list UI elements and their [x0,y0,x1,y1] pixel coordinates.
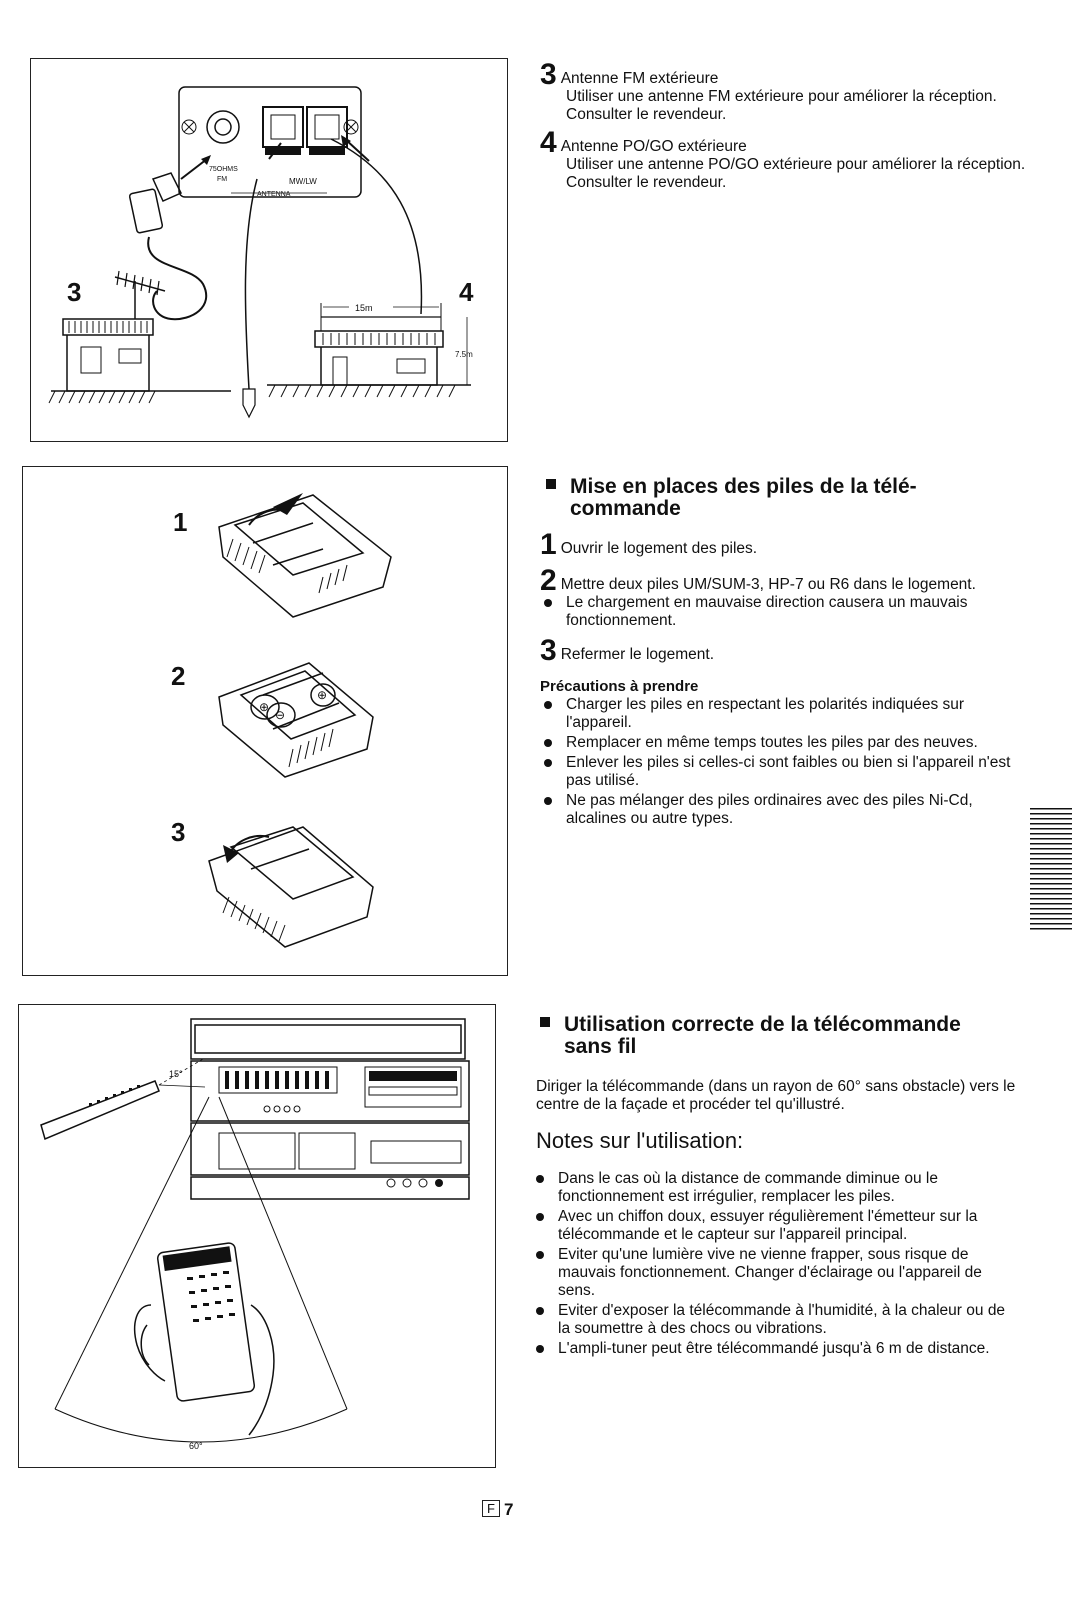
language-box: F [482,1500,500,1517]
step-number: 3 [540,634,557,667]
item-body: Utiliser une antenne FM extérieure pour améliorer la réception. Consulter le revendeur. [566,88,997,123]
svg-text:⊕: ⊕ [259,700,270,714]
heading-line-1: Utilisation correcte de la télécommande [564,1013,961,1036]
angle-60-label: 60° [189,1441,203,1451]
antenna-label: ANTENNA [257,191,291,198]
precautions-list [540,696,1030,828]
item-mwlw-antenna [540,126,1040,192]
remote-usage-diagram [19,1005,497,1469]
battery-step-3 [540,634,1030,667]
battery-steps [540,528,1030,830]
item-body: Utiliser une antenne PO/GO extérieure pour améliorer la réception. Consulter le revendeur. [566,156,1026,191]
edge-tab-stripes [1030,808,1072,933]
heading-bullet-square [540,1017,550,1027]
battery-section-heading [546,476,1026,520]
battery-step-1 [540,528,1030,561]
remote-usage-figure-panel [18,1004,496,1468]
item-title: Antenne FM extérieure [560,70,719,87]
step-figure-label-3: 3 [171,817,186,847]
step-text: Ouvrir le logement des piles. [560,540,758,557]
distance-15m-label: 15m [355,303,373,313]
svg-text:⊕: ⊕ [317,688,328,702]
notes-title: Notes sur l'utilisation: [536,1128,744,1153]
precautions-title: Précautions à prendre [540,678,699,695]
mw-lw-label: MW/LW [289,177,317,186]
antenna-instructions [540,58,1040,192]
battery-step-2 [540,564,1030,597]
figure-label-4: 4 [459,277,474,307]
heading-line-2: commande [570,497,681,520]
step-2-notes [540,594,1030,630]
heading-bullet-square [546,479,556,489]
step-figure-label-1: 1 [173,507,188,537]
step-text: Mettre deux piles UM/SUM-3, HP-7 ou R6 dans le logement. [560,576,976,593]
usage-notes-list [532,1170,1020,1358]
step-number: 2 [540,564,557,597]
bullet-item: Le chargement en mauvaise direction causera un mauvais fonctionnement. [540,594,1030,630]
remote-usage-heading [540,1014,1030,1058]
svg-text:⊖: ⊖ [275,708,286,722]
angle-15-label: 15° [169,1069,183,1079]
battery-figure-panel [22,466,508,976]
antenna-figure-panel [30,58,508,442]
step-number: 1 [540,528,557,561]
ohm-label: 75OHMS [209,166,238,173]
note-item: Eviter qu'une lumière vive ne vienne frapper, sous risque de mauvais fonctionnement. Changer d'éclairage ou l'appareil de sens. [532,1246,1020,1300]
page-number: 7 [503,1500,514,1519]
figure-label-3: 3 [67,277,82,307]
item-fm-antenna [540,58,1040,124]
battery-diagram [23,467,509,977]
note-item: Eviter d'exposer la télécommande à l'humidité, à la chaleur ou de la soumettre à des chocs ou vibrations. [532,1302,1020,1338]
usage-notes [532,1170,1020,1360]
note-item: Dans le cas où la distance de commande diminue ou le fonctionnement est irrégulier, remplacer les piles. [532,1170,1020,1206]
heading-line-2: sans fil [564,1035,637,1058]
note-item: Avec un chiffon doux, essuyer régulièrement l'émetteur sur la télécommande et le capteur sur l'appareil principal. [532,1208,1020,1244]
step-text: Refermer le logement. [560,646,715,663]
precaution-item: Charger les piles en respectant les polarités indiquées sur l'appareil. [540,696,1030,732]
distance-7-5m-label: 7.5m [455,350,473,359]
page-footer [482,1500,513,1520]
precaution-item: Ne pas mélanger des piles ordinaires avec des piles Ni-Cd, alcalines ou autre types. [540,792,1030,828]
precaution-item: Enlever les piles si celles-ci sont faibles ou bien si l'appareil n'est pas utilisé. [540,754,1030,790]
heading-line-1: Mise en places des piles de la télé- [570,475,917,498]
antenna-diagram [31,59,509,443]
note-item: L'ampli-tuner peut être télécommandé jusqu'à 6 m de distance. [532,1340,1020,1358]
item-number: 4 [540,126,557,159]
item-title: Antenne PO/GO extérieure [560,138,747,155]
precaution-item: Remplacer en même temps toutes les piles par des neuves. [540,734,1030,752]
item-number: 3 [540,58,557,91]
remote-usage-intro: Diriger la télécommande (dans un rayon de 60° sans obstacle) vers le centre de la façade et procéder tel qu'illustré. [536,1078,1016,1113]
fm-label: FM [217,176,228,183]
step-figure-label-2: 2 [171,661,186,691]
